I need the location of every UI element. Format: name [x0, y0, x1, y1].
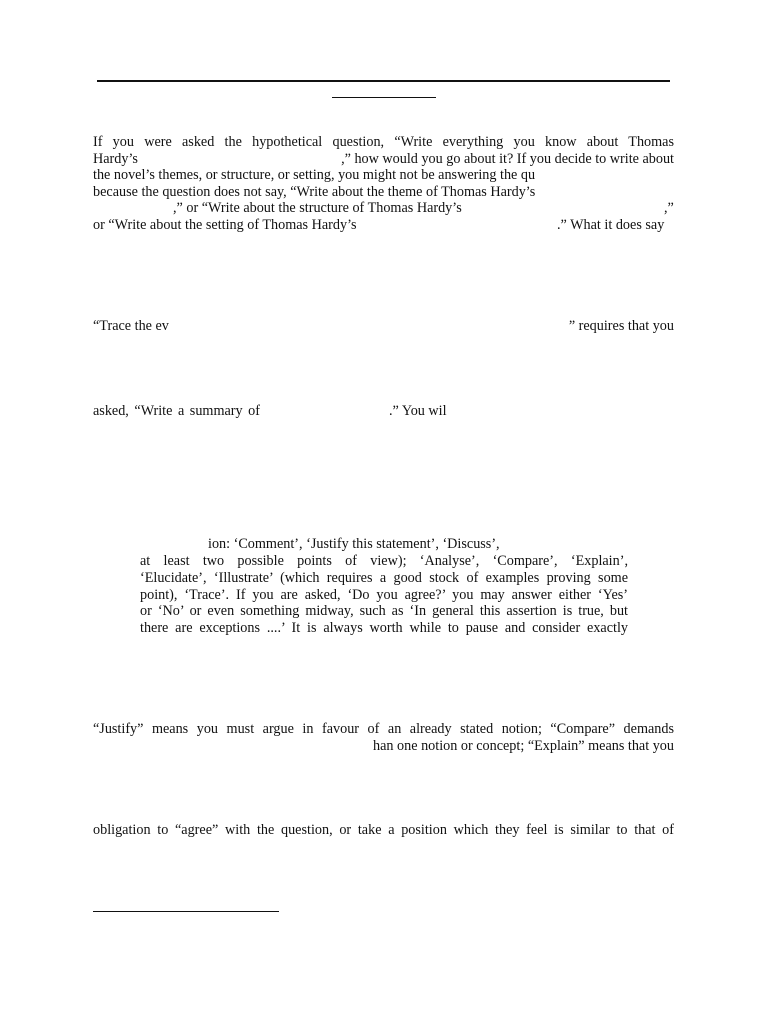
- para4-line1: “Justify” means you must argue in favour of an already stated notion; “Compare” demands: [93, 721, 674, 737]
- para2-line1-start: “Trace the ev: [93, 318, 169, 334]
- para1-line6-end: .” What it does say: [557, 217, 665, 233]
- para3-line1-end: .” You wil: [389, 403, 447, 419]
- quote-line2: at least two possible points of view); ‘Analyse’, ‘Compare’, ‘Explain’,: [140, 553, 628, 569]
- para1-line2-start: Hardy’s: [93, 151, 138, 167]
- quote-line1: ion: ‘Comment’, ‘Justify this statement’, ‘Discuss’,: [208, 536, 500, 552]
- header-rule: [97, 80, 670, 82]
- para1-line5-start: ,” or “Write about the structure of Thomas Hardy’s: [173, 200, 462, 216]
- quote-line5: or ‘No’ or even something midway, such as ‘In general this assertion is true, but: [140, 603, 628, 619]
- para4-line2: han one notion or concept; “Explain” means that you: [373, 738, 674, 754]
- quote-line3: ‘Elucidate’, ‘Illustrate’ (which requires a good stock of examples proving some: [140, 570, 628, 586]
- para1-line4: because the question does not say, “Write about the theme of Thomas Hardy’s: [93, 184, 536, 200]
- footnote-rule: [93, 911, 279, 912]
- para1-line1: If you were asked the hypothetical question, “Write everything you know about Thomas: [93, 134, 674, 150]
- para1-line3: the novel’s themes, or structure, or setting, you might not be answering the qu: [93, 167, 536, 183]
- para5-line1: obligation to “agree” with the question, or take a position which they feel is similar to that of: [93, 822, 674, 838]
- quote-line6: there are exceptions ....’ It is always worth while to pause and consider exactly: [140, 620, 628, 636]
- para1-line5-end: ,”: [664, 200, 674, 216]
- para3-line1-start: asked, “Write a summary of: [93, 403, 260, 419]
- title-underline: [332, 97, 436, 98]
- para1-line6-start: or “Write about the setting of Thomas Hardy’s: [93, 217, 357, 233]
- para2-line1-end: ” requires that you: [568, 318, 674, 334]
- para1-line2-end: ,” how would you go about it? If you decide to write about: [341, 151, 674, 167]
- quote-line4: point), ‘Trace’. If you are asked, ‘Do you agree?’ you may answer either ‘Yes’: [140, 587, 628, 603]
